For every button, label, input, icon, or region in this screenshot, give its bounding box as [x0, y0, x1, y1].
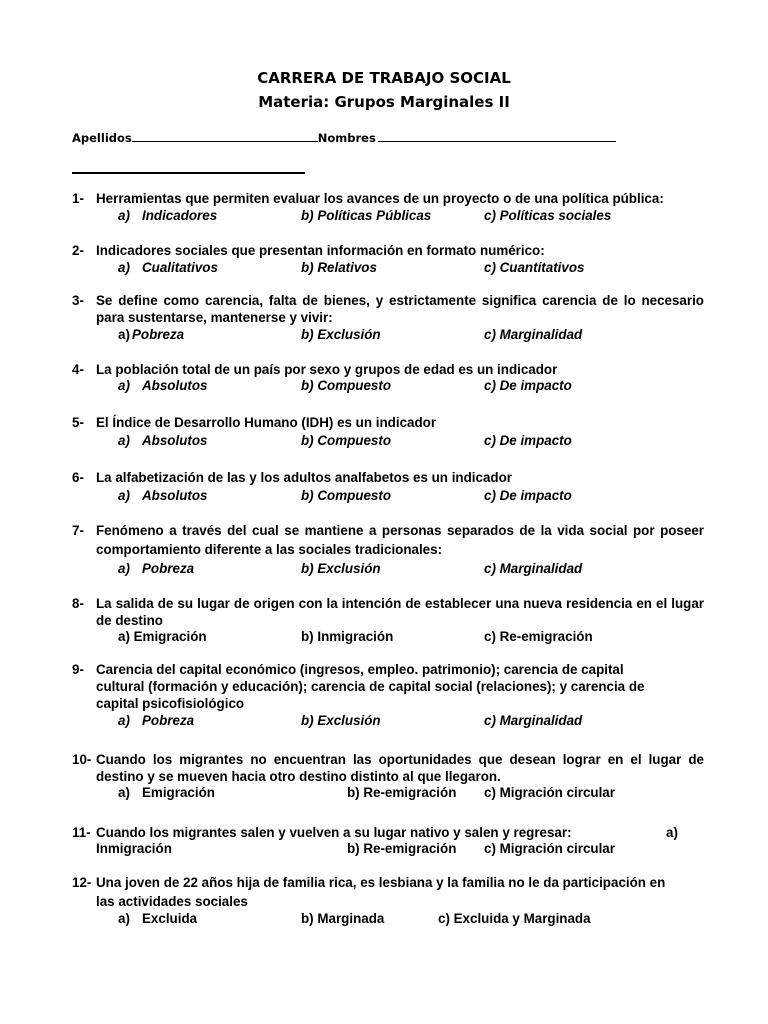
- option-b[interactable]: b) Políticas Públicas: [301, 208, 432, 223]
- option-b[interactable]: b) Relativos: [301, 260, 377, 275]
- option-a[interactable]: a) Pobreza: [118, 327, 185, 342]
- question-5: [72, 414, 704, 431]
- question-text: La salida de su lugar de origen con la intención de establecer una nueva residencia en el lugar de destino: [96, 596, 704, 628]
- surname-field[interactable]: [132, 129, 318, 142]
- question-number: 10-: [72, 752, 92, 767]
- question-9: [72, 661, 704, 712]
- option-a[interactable]: a) Indicadores: [118, 208, 218, 223]
- question-number: 7-: [72, 523, 84, 538]
- question-3: [72, 292, 704, 326]
- question-number: 12-: [72, 875, 92, 890]
- option-a[interactable]: Inmigración: [96, 841, 172, 856]
- option-c[interactable]: c) Marginalidad: [484, 561, 583, 576]
- question-10: [72, 751, 704, 785]
- option-c[interactable]: c) Políticas sociales: [484, 208, 612, 223]
- question-text: Se define como carencia, falta de bienes, y estrictamente significa carencia de lo necesario para sustentarse, mantenerse y vivir:: [96, 293, 704, 325]
- option-a[interactable]: a) Pobreza: [118, 561, 195, 576]
- question-number: 8-: [72, 596, 84, 611]
- option-b[interactable]: b) Exclusión: [301, 327, 381, 342]
- question-number: 1-: [72, 191, 84, 206]
- question-text: Carencia del capital económico (ingresos, empleo. patrimonio); carencia de capital cultural (formación y educación); carencia de capital social (relaciones); y carencia de capital psicofisiológico: [96, 662, 645, 711]
- option-c[interactable]: c) Marginalidad: [484, 713, 583, 728]
- question-number: 9-: [72, 662, 84, 677]
- question-text: Fenómeno a través del cual se mantiene a personas separados de la vida social por poseer comportamiento diferente a las sociales tradicionales:: [96, 523, 704, 557]
- question-text: Herramientas que permiten evaluar los avances de un proyecto o de una política pública:: [96, 191, 664, 206]
- subject-title: Materia: Grupos Marginales II: [258, 93, 510, 111]
- option-b[interactable]: b) Exclusión: [301, 713, 381, 728]
- option-c[interactable]: c) De impacto: [484, 433, 572, 448]
- question-12: [72, 873, 704, 911]
- option-a-label[interactable]: a): [666, 825, 678, 840]
- question-11: [72, 824, 704, 841]
- name-label: Nombres: [317, 131, 376, 145]
- question-number: 3-: [72, 293, 84, 308]
- question-number: 5-: [72, 415, 84, 430]
- question-text: La población total de un país por sexo y grupos de edad es un indicador: [96, 362, 558, 377]
- option-c[interactable]: c) Migración circular: [484, 841, 615, 856]
- question-2: [72, 242, 704, 259]
- student-fields: [72, 129, 616, 145]
- question-number: 2-: [72, 243, 84, 258]
- question-number: 4-: [72, 362, 84, 377]
- option-b[interactable]: b) Exclusión: [301, 561, 381, 576]
- option-a[interactable]: a) Absolutos: [118, 488, 208, 503]
- question-4: [72, 361, 704, 378]
- option-c[interactable]: c) Migración circular: [484, 785, 615, 800]
- question-text: Una joven de 22 años hija de familia rica, es lesbiana y la familia no le da participación en las actividades sociales: [96, 875, 666, 909]
- option-b[interactable]: b) Compuesto: [301, 488, 392, 503]
- option-b[interactable]: b) Re-emigración: [347, 841, 457, 856]
- option-b[interactable]: b) Re-emigración: [347, 785, 457, 800]
- option-c[interactable]: c) Cuantitativos: [484, 260, 585, 275]
- question-8: [72, 595, 704, 629]
- document-title: CARRERA DE TRABAJO SOCIAL: [257, 69, 511, 87]
- question-text: La alfabetización de las y los adultos analfabetos es un indicador: [96, 470, 512, 485]
- question-6: [72, 469, 704, 486]
- option-c[interactable]: c) Re-emigración: [484, 629, 593, 644]
- option-a[interactable]: a) Emigración: [118, 785, 215, 800]
- question-7: [72, 521, 704, 559]
- option-c[interactable]: c) Marginalidad: [484, 327, 583, 342]
- option-a[interactable]: a) Absolutos: [118, 433, 208, 448]
- header-divider: [72, 172, 305, 174]
- name-field[interactable]: [378, 129, 616, 142]
- option-b[interactable]: b) Compuesto: [301, 378, 392, 393]
- option-a[interactable]: a) Pobreza: [118, 713, 195, 728]
- option-c[interactable]: c) Excluida y Marginada: [438, 911, 591, 926]
- option-a[interactable]: a) Emigración: [118, 629, 207, 644]
- question-text: Cuando los migrantes salen y vuelven a su lugar nativo y salen y regresar:: [96, 825, 572, 840]
- question-text: Cuando los migrantes no encuentran las oportunidades que desean lograr en el lugar de destino y se mueven hacia otro destino distinto al que llegaron.: [96, 752, 704, 784]
- option-b[interactable]: b) Marginada: [301, 911, 385, 926]
- option-c[interactable]: c) De impacto: [484, 488, 572, 503]
- option-a[interactable]: a) Cualitativos: [118, 260, 218, 275]
- option-a[interactable]: a) Excluida: [118, 911, 198, 926]
- question-number: 11-: [72, 825, 91, 840]
- option-c[interactable]: c) De impacto: [484, 378, 572, 393]
- question-number: 6-: [72, 470, 84, 485]
- option-b[interactable]: b) Inmigración: [301, 629, 394, 644]
- option-b[interactable]: b) Compuesto: [301, 433, 392, 448]
- question-text: El Índice de Desarrollo Humano (IDH) es un indicador: [96, 415, 437, 430]
- option-a[interactable]: a) Absolutos: [118, 378, 208, 393]
- surname-label: Apellidos: [72, 131, 132, 145]
- question-1: [72, 190, 704, 207]
- question-text: Indicadores sociales que presentan información en formato numérico:: [96, 243, 545, 258]
